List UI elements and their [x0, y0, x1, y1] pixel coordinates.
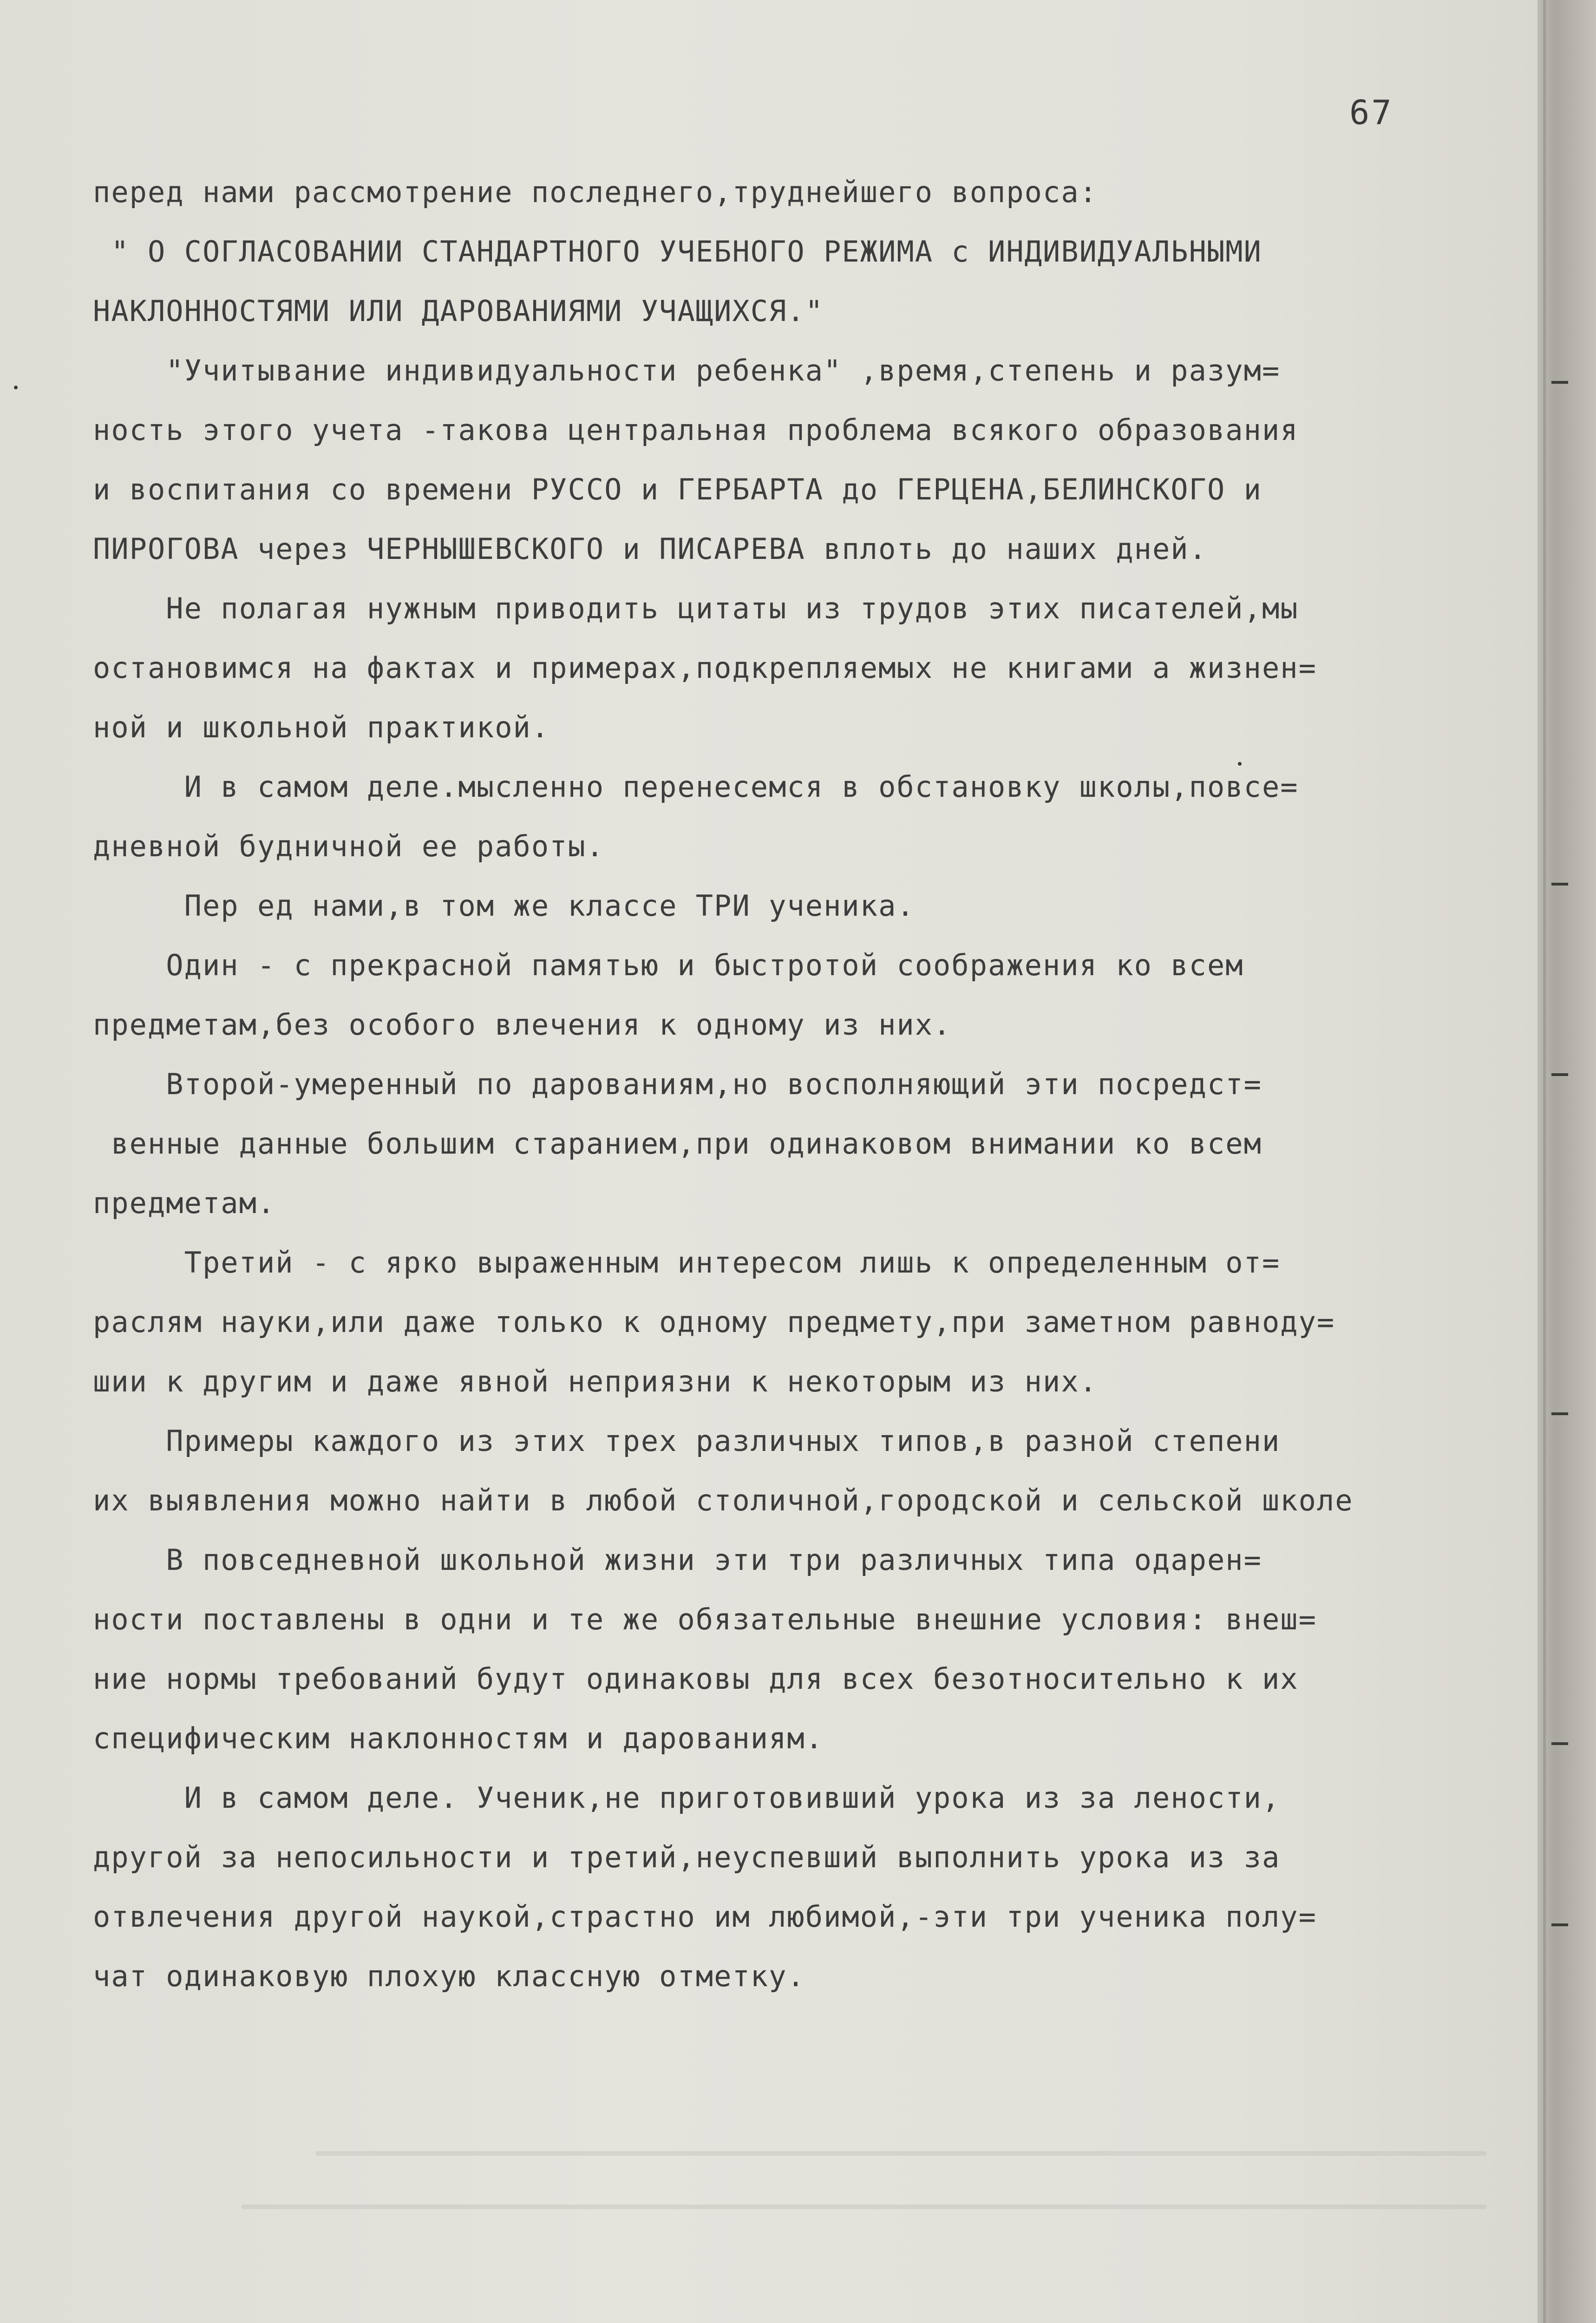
- binding-mark: [1551, 1742, 1568, 1745]
- text-line: Один - с прекрасной памятью и быстротой соображения ко всем: [93, 948, 1244, 982]
- text-line: чат одинаковую плохую классную отметку.: [93, 1959, 805, 1993]
- text-line: ПИРОГОВА через ЧЕРНЫШЕВСКОГО и ПИСАРЕВА вплоть до наших дней.: [93, 532, 1207, 566]
- bleed-through-line: [316, 2151, 1486, 2156]
- typewritten-body: [93, 163, 1486, 2006]
- text-line: отвлечения другой наукой,страстно им любимой,-эти три ученика полу=: [93, 1900, 1317, 1934]
- text-line: В повседневной школьной жизни эти три различных типа одарен=: [93, 1543, 1262, 1577]
- text-line: ние нормы требований будут одинаковы для всех безотносительно к их: [93, 1662, 1299, 1696]
- text-line: Примеры каждого из этих трех различных типов,в разной степени: [93, 1424, 1281, 1458]
- scan-edge-line: [1543, 0, 1546, 2323]
- text-line: " О СОГЛАСОВАНИИ СТАНДАРТНОГО УЧЕБНОГО РЕЖИМА с ИНДИВИДУАЛЬНЫМИ: [93, 235, 1262, 269]
- text-line: НАКЛОННОСТЯМИ ИЛИ ДАРОВАНИЯМИ УЧАЩИХСЯ.": [93, 294, 824, 328]
- paper-speck: [14, 386, 18, 389]
- text-line: предметам.: [93, 1186, 276, 1220]
- text-line: их выявления можно найти в любой столичной,городской и сельской школе: [93, 1483, 1354, 1517]
- binding-mark: [1551, 1073, 1568, 1076]
- binding-mark: [1551, 1412, 1568, 1415]
- text-line: и воспитания со времени РУССО и ГЕРБАРТА до ГЕРЦЕНА,БЕЛИНСКОГО и: [93, 472, 1262, 506]
- text-line: предметам,без особого влечения к одному из них.: [93, 1008, 952, 1042]
- text-line: И в самом деле. Ученик,не приготовивший урока из за лености,: [93, 1781, 1281, 1815]
- text-line: шии к другим и даже явной неприязни к некоторым из них.: [93, 1365, 1098, 1398]
- text-line: Второй-умеренный по дарованиям,но восполняющий эти посредст=: [93, 1067, 1262, 1101]
- text-line: остановимся на фактах и примерах,подкрепляемых не книгами а жизнен=: [93, 651, 1317, 685]
- binding-mark: [1551, 1923, 1568, 1926]
- text-line: другой за непосильности и третий,неуспевший выполнить урока из за: [93, 1840, 1281, 1874]
- binding-mark: [1551, 381, 1568, 384]
- text-line: И в самом деле.мысленно перенесемся в обстановку школы,повсе=: [93, 770, 1299, 804]
- bleed-through-line: [242, 2205, 1486, 2209]
- paper-speck: [1238, 762, 1242, 766]
- text-line: "Учитывание индивидуальности ребенка" ,время,степень и разум=: [93, 354, 1281, 387]
- page-number: 67: [1349, 93, 1393, 132]
- text-line: раслям науки,или даже только к одному предмету,при заметном равноду=: [93, 1305, 1335, 1339]
- text-line: венные данные большим старанием,при одинаковом внимании ко всем: [93, 1127, 1262, 1161]
- text-line: специфическим наклонностям и дарованиям.: [93, 1721, 824, 1755]
- text-line: ность этого учета -такова центральная проблема всякого образования: [93, 413, 1299, 447]
- text-line: Не полагая нужным приводить цитаты из трудов этих писателей,мы: [93, 591, 1299, 625]
- scan-edge: [1537, 0, 1596, 2323]
- text-line: Пер ед нами,в том же классе ТРИ ученика.: [93, 889, 915, 923]
- binding-mark: [1551, 883, 1568, 886]
- text-line: ности поставлены в одни и те же обязательные внешние условия: внеш=: [93, 1602, 1317, 1636]
- text-line: Третий - с ярко выраженным интересом лишь к определенным от=: [93, 1246, 1281, 1280]
- text-line: ной и школьной практикой.: [93, 710, 550, 744]
- text-line: дневной будничной ее работы.: [93, 829, 605, 863]
- text-line: перед нами рассмотрение последнего,труднейшего вопроса:: [93, 175, 1098, 209]
